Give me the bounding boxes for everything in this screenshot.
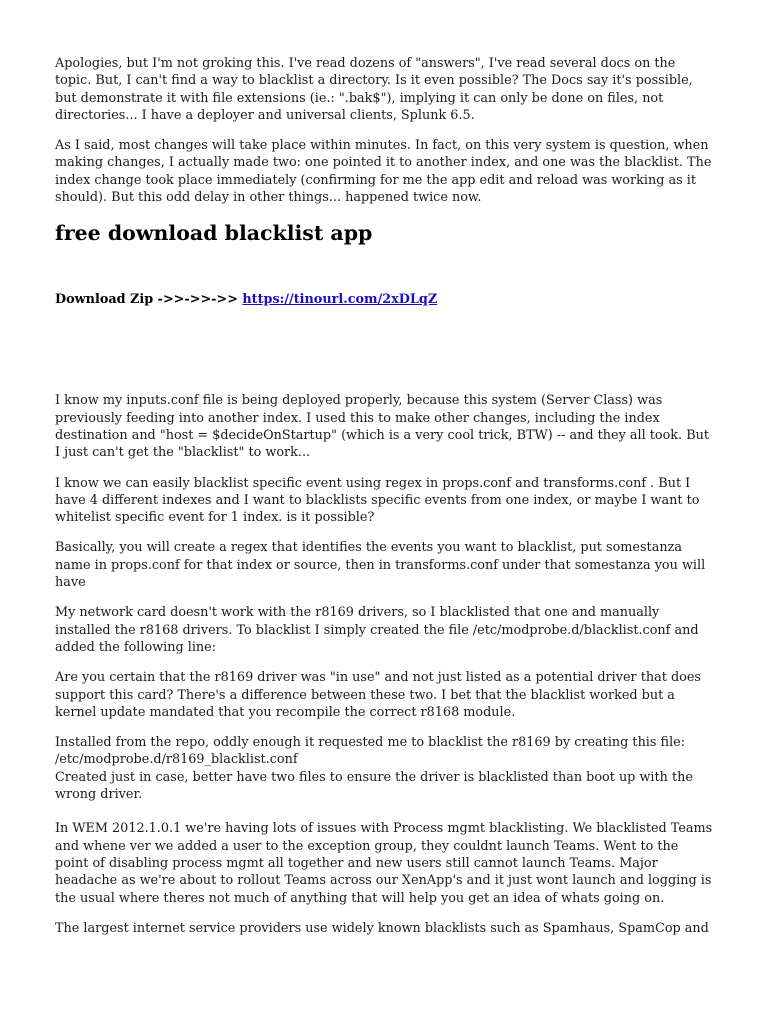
paragraph-repo-install: Installed from the repo, oddly enough it requested me to blacklist the r8169 by creating this file: /etc/modprobe.d/r8169_blacklist.conf Created just in case, better have two files to ensure the driver is blacklisted than boot up with the wrong driver. — [55, 735, 693, 803]
paragraph-wem-teams: In WEM 2012.1.0.1 we're having lots of issues with Process mgmt blacklisting. We blacklisted Teams and whene ver we added a user to the exception group, they couldnt launch Teams. Went to the point of disabling process mgmt all together and new users still cannot launch Teams. Major headache as we're about to rollout Teams across our XenApp's and it just wont launch and logging is the usual where theres not much of anything that will help you get an idea of whats going on. — [55, 821, 713, 906]
paragraph-splunk-directory: Apologies, but I'm not groking this. I've read dozens of "answers", I've read several docs on the topic. But, I can't find a way to blacklist a directory. Is it even possible? The Docs say it's possible, but demonstrate it with file extensions (ie.: ".bak$"), implying it can only be done on files, not directories... I have a deployer and universal clients, Splunk 6.5. — [55, 56, 693, 123]
vertical-gap — [55, 308, 715, 392]
download-line — [55, 291, 715, 308]
paragraph-somestanza: Basically, you will create a regex that identifies the events you want to blacklist, put somestanza name in props.conf for that index or source, then in transforms.conf under that somestanza you will have — [55, 540, 706, 591]
paragraph-changes-delay: As I said, most changes will take place within minutes. In fact, on this very system is question, when making changes, I actually made two: one pointed it to another index, and one was the blacklist. The index change took place immediately (confirming for me the app edit and reload was working as it should). But this odd delay in other things... happened twice now. — [55, 138, 712, 206]
document-body — [55, 55, 715, 950]
page-title: free download blacklist app — [55, 221, 373, 246]
vertical-gap — [55, 803, 715, 820]
download-label: Download Zip ->>->>->> — [55, 292, 243, 308]
paragraph-regex-props: I know we can easily blacklist specific event using regex in props.conf and transforms.conf . But I have 4 different indexes and I want to blacklists specific events from one index, or maybe I want to whitelist specific event for 1 index. is it possible? — [55, 475, 700, 526]
download-link[interactable]: https://tinourl.com/2xDLqZ — [242, 292, 438, 308]
paragraph-isp-blacklists: The largest internet service providers use widely known blacklists such as Spamhaus, SpamCop and — [55, 920, 709, 936]
paragraph-network-card: My network card doesn't work with the r8169 drivers, so I blacklisted that one and manually installed the r8168 drivers. To blacklist I simply created the file /etc/modprobe.d/blacklist.conf and added the following line: — [55, 605, 699, 655]
paragraph-driver-in-use: Are you certain that the r8169 driver was "in use" and not just listed as a potential driver that does support this card? There's a difference between these two. I bet that the blacklist worked but a kernel update mandated that you recompile the correct r8168 module. — [55, 670, 701, 720]
paragraph-inputs-conf: I know my inputs.conf file is being deployed properly, because this system (Server Class) was previously feeding into another index. I used this to make other changes, including the index destination and "host = $decideOnStartup" (which is a very cool trick, BTW) -- and they all took. But I just can't get the "blacklist" to work... — [55, 393, 709, 461]
